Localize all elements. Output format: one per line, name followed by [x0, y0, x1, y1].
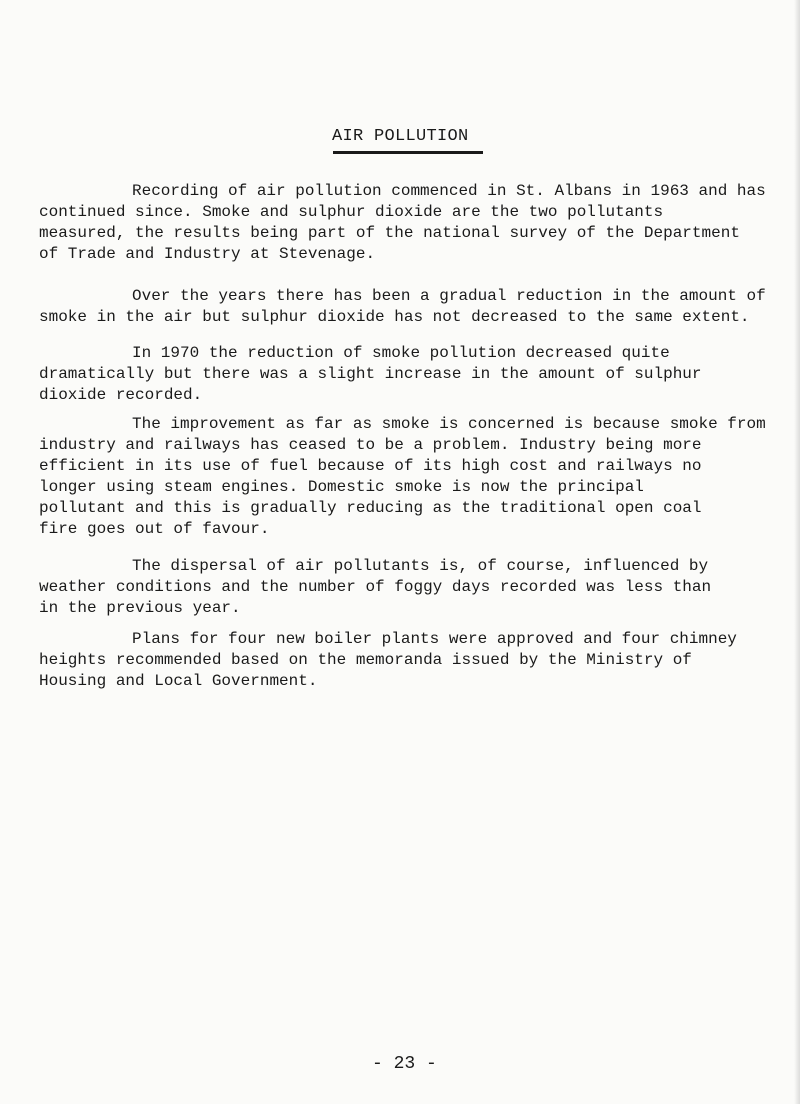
- paragraph-improvement: [39, 414, 769, 540]
- paragraph-line: dioxide recorded.: [39, 386, 203, 404]
- paragraph-line: Housing and Local Government.: [39, 672, 318, 690]
- paragraph-line: industry and railways has ceased to be a problem. Industry being more: [39, 436, 702, 454]
- paragraph-line: in the previous year.: [39, 599, 241, 617]
- paragraph-line: The dispersal of air pollutants is, of course, influenced by: [132, 557, 709, 575]
- paragraph-line: The improvement as far as smoke is concerned is because smoke from: [132, 415, 766, 433]
- paragraph-reduction: [39, 286, 769, 328]
- page-title: AIR POLLUTION: [332, 127, 469, 146]
- page-number: - 23 -: [372, 1054, 437, 1074]
- paragraph-line: dramatically but there was a slight increase in the amount of sulphur: [39, 365, 702, 383]
- title-underline: [333, 151, 483, 154]
- paragraph-line: smoke in the air but sulphur dioxide has not decreased to the same extent.: [39, 308, 750, 326]
- paragraph-dispersal: [39, 556, 769, 619]
- paragraph-line: Plans for four new boiler plants were approved and four chimney: [132, 630, 737, 648]
- paragraph-line: weather conditions and the number of foggy days recorded was less than: [39, 578, 712, 596]
- paragraph-line: pollutant and this is gradually reducing as the traditional open coal: [39, 499, 702, 517]
- paragraph-line: fire goes out of favour.: [39, 520, 270, 538]
- paragraph-recording: [39, 181, 769, 265]
- paragraph-line: In 1970 the reduction of smoke pollution decreased quite: [132, 344, 670, 362]
- paragraph-line: heights recommended based on the memoranda issued by the Ministry of: [39, 651, 692, 669]
- paragraph-line: Recording of air pollution commenced in St. Albans in 1963 and has: [132, 182, 766, 200]
- page-edge-shadow: [794, 0, 800, 1104]
- paragraph-line: of Trade and Industry at Stevenage.: [39, 245, 376, 263]
- paragraph-line: longer using steam engines. Domestic smoke is now the principal: [39, 478, 644, 496]
- paragraph-1970: [39, 343, 769, 406]
- paragraph-line: continued since. Smoke and sulphur dioxide are the two pollutants: [39, 203, 664, 221]
- paragraph-line: efficient in its use of fuel because of its high cost and railways no: [39, 457, 702, 475]
- paragraph-boiler-plants: [39, 629, 769, 692]
- paragraph-line: measured, the results being part of the national survey of the Department: [39, 224, 740, 242]
- paragraph-line: Over the years there has been a gradual reduction in the amount of: [132, 287, 766, 305]
